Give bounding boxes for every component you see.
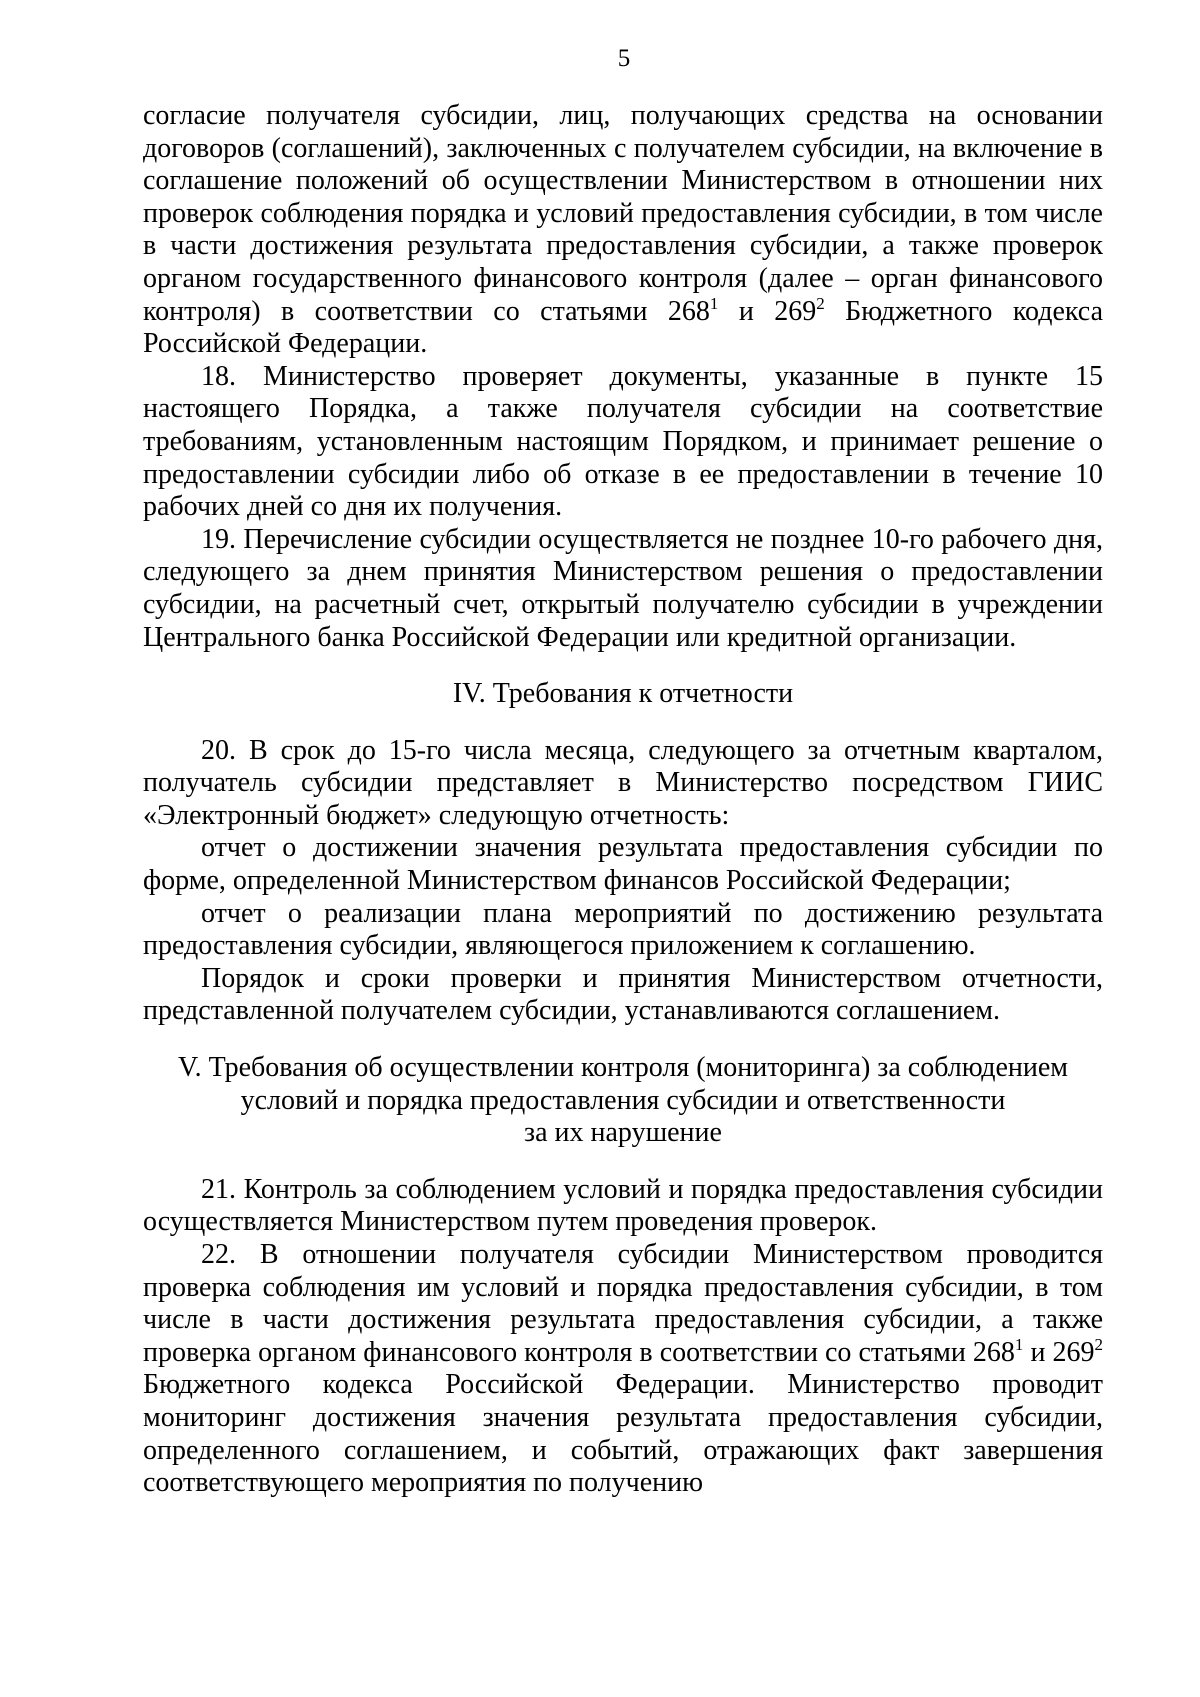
superscript: 2 [816, 293, 825, 313]
paragraph-report-plan: отчет о реализации плана мероприятий по достижению результата предоставления субсидии, являющегося приложением к соглашению. [143, 897, 1103, 962]
paragraph-19: 19. Перечисление субсидии осуществляется не позднее 10-го рабочего дня, следующего за днем принятия Министерством решения о предоставлении субсидии, на расчетный счет, открытый получателю субсидии в учреждении Центрального банка Российской Федерации или кредитной организации. [143, 523, 1103, 653]
section-5-heading-line-1: V. Требования об осуществлении контроля (мониторинга) за соблюдением [177, 1052, 1069, 1084]
spacer [143, 711, 1103, 735]
paragraph-text: и 269 [1023, 1336, 1095, 1368]
section-5-heading-line-2: условий и порядка предоставления субсидии и ответственности [240, 1084, 1006, 1116]
spacer [143, 1028, 1103, 1052]
paragraph-20: 20. В срок до 15-го числа месяца, следующего за отчетным кварталом, получатель субсидии представляет в Министерство посредством ГИИС «Электронный бюджет» следующую отчетность: [143, 734, 1103, 831]
section-5-heading-line-3: за их нарушение [524, 1117, 722, 1149]
paragraph-text: и 269 [718, 295, 817, 327]
paragraph-22 [143, 1239, 1103, 1500]
paragraph-text: согласие получателя субсидии, лиц, получающих средства на основании договоров (соглашений), заключенных с получателем субсидии, на включение в соглашение положений об осуществлении Министерством в отношении них проверок соблюдения порядка и условий предоставления субсидии, в том числе в части достижения результата предоставления субсидии, а также проверок органом государственного финансового контроля (далее – орган финансового контроля) в соответствии со статьями 268 [143, 100, 1103, 327]
page-number: 5 [617, 45, 631, 72]
spacer [143, 654, 1103, 678]
superscript: 1 [709, 293, 719, 313]
paragraph-text: 22. В отношении получателя субсидии Министерством проводится проверка соблюдения им условий и порядка предоставления субсидии, в том числе в части достижения результата предоставления субсидии, а также проверка органом финансового контроля в соответствии со статьями 268 [143, 1239, 1103, 1368]
paragraph-report-result: отчет о достижении значения результата предоставления субсидии по форме, определенной Министерством финансов Российской Федерации; [143, 832, 1103, 897]
paragraph-21: 21. Контроль за соблюдением условий и порядка предоставления субсидии осуществляется Министерством путем проведения проверок. [143, 1173, 1103, 1238]
paragraph-consent [143, 100, 1103, 361]
superscript: 1 [1014, 1334, 1024, 1354]
paragraph-report-procedure: Порядок и сроки проверки и принятия Министерством отчетности, представленной получателем субсидии, устанавливаются соглашением. [143, 962, 1103, 1027]
spacer [143, 1150, 1103, 1174]
paragraph-text: Бюджетного кодекса Российской Федерации. Министерство проводит мониторинг достижения значения результата предоставления субсидии, определенного соглашением, и событий, отражающих факт завершения соответствующего мероприятия по получению [143, 1369, 1103, 1499]
superscript: 2 [1094, 1334, 1103, 1354]
section-4-heading: IV. Требования к отчетности [452, 678, 794, 710]
paragraph-text: Бюджетного кодекса Российской Федерации. [143, 295, 1104, 360]
paragraph-18: 18. Министерство проверяет документы, указанные в пункте 15 настоящего Порядка, а также получателя субсидии на соответствие требованиям, установленным настоящим Порядком, и принимает решение о предоставлении субсидии либо об отказе в ее предоставлении в течение 10 рабочих дней со дня их получения. [143, 360, 1103, 523]
document-body [143, 100, 1103, 1500]
